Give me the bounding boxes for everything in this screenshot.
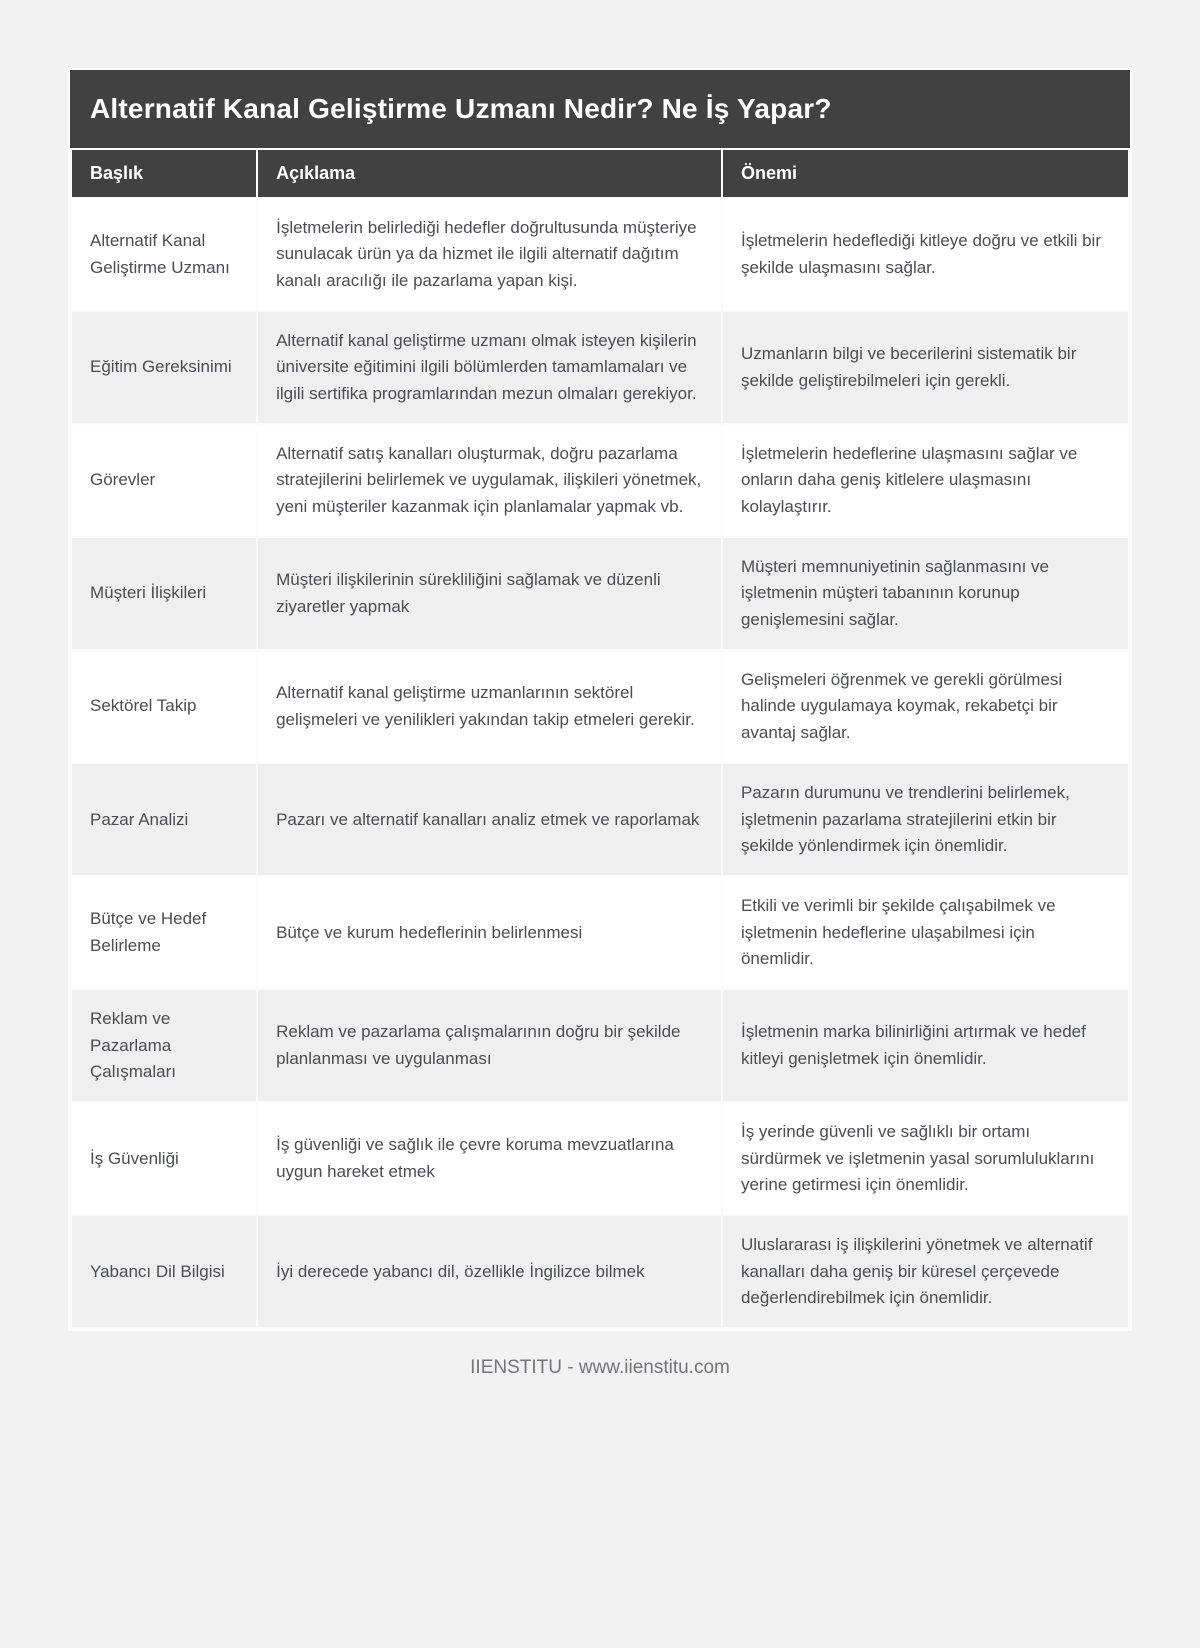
cell-onemi: Uzmanların bilgi ve becerilerini sistematik bir şekilde geliştirebilmeleri için gerekli. bbox=[723, 312, 1128, 423]
table-row bbox=[72, 1216, 1128, 1327]
cell-aciklama: Alternatif kanal geliştirme uzmanlarının sektörel gelişmeleri ve yenilikleri yakından takip etmeleri gerekir. bbox=[258, 651, 721, 762]
cell-baslik: Görevler bbox=[72, 425, 256, 536]
cell-aciklama: Müşteri ilişkilerinin sürekliliğini sağlamak ve düzenli ziyaretler yapmak bbox=[258, 538, 721, 649]
table-row bbox=[72, 538, 1128, 649]
cell-onemi: İşletmenin marka bilinirliğini artırmak ve hedef kitleyi genişletmek için önemlidir. bbox=[723, 990, 1128, 1101]
cell-baslik: Pazar Analizi bbox=[72, 764, 256, 875]
column-header-baslik: Başlık bbox=[72, 150, 256, 197]
table-row bbox=[72, 877, 1128, 988]
column-header-onemi: Önemi bbox=[723, 150, 1128, 197]
page-title: Alternatif Kanal Geliştirme Uzmanı Nedir? Ne İş Yapar? bbox=[70, 70, 1130, 148]
table-row bbox=[72, 1103, 1128, 1214]
spec-table bbox=[70, 148, 1130, 1329]
cell-onemi: İşletmelerin hedeflerine ulaşmasını sağlar ve onların daha geniş kitlelere ulaşmasını kolaylaştırır. bbox=[723, 425, 1128, 536]
cell-aciklama: İyi derecede yabancı dil, özellikle İngilizce bilmek bbox=[258, 1216, 721, 1327]
article-card bbox=[68, 68, 1132, 1331]
cell-baslik: Sektörel Takip bbox=[72, 651, 256, 762]
cell-onemi: Pazarın durumunu ve trendlerini belirlemek, işletmenin pazarlama stratejilerini etkin bir şekilde yönlendirmek için önemlidir. bbox=[723, 764, 1128, 875]
cell-onemi: Müşteri memnuniyetinin sağlanmasını ve işletmenin müşteri tabanının korunup genişlemesini sağlar. bbox=[723, 538, 1128, 649]
cell-baslik: Reklam ve Pazarlama Çalışmaları bbox=[72, 990, 256, 1101]
cell-aciklama: Reklam ve pazarlama çalışmalarının doğru bir şekilde planlanması ve uygulanması bbox=[258, 990, 721, 1101]
cell-baslik: Müşteri İlişkileri bbox=[72, 538, 256, 649]
cell-aciklama: Alternatif satış kanalları oluşturmak, doğru pazarlama stratejilerini belirlemek ve uygulamak, ilişkileri yönetmek, yeni müşteriler kazanmak için planlamalar yapmak vb. bbox=[258, 425, 721, 536]
cell-baslik: Eğitim Gereksinimi bbox=[72, 312, 256, 423]
cell-onemi: İşletmelerin hedeflediği kitleye doğru ve etkili bir şekilde ulaşmasını sağlar. bbox=[723, 199, 1128, 310]
cell-onemi: Uluslararası iş ilişkilerini yönetmek ve alternatif kanalları daha geniş bir küresel çerçevede değerlendirebilmek için önemlidir. bbox=[723, 1216, 1128, 1327]
table-row bbox=[72, 651, 1128, 762]
cell-aciklama: Pazarı ve alternatif kanalları analiz etmek ve raporlamak bbox=[258, 764, 721, 875]
cell-aciklama: İş güvenliği ve sağlık ile çevre koruma mevzuatlarına uygun hareket etmek bbox=[258, 1103, 721, 1214]
table-row bbox=[72, 425, 1128, 536]
cell-baslik: İş Güvenliği bbox=[72, 1103, 256, 1214]
cell-onemi: Gelişmeleri öğrenmek ve gerekli görülmesi halinde uygulamaya koymak, rekabetçi bir avantaj sağlar. bbox=[723, 651, 1128, 762]
table-row bbox=[72, 199, 1128, 310]
cell-baslik: Alternatif Kanal Geliştirme Uzmanı bbox=[72, 199, 256, 310]
table-header-row bbox=[72, 150, 1128, 197]
cell-baslik: Bütçe ve Hedef Belirleme bbox=[72, 877, 256, 988]
table-row bbox=[72, 312, 1128, 423]
cell-onemi: Etkili ve verimli bir şekilde çalışabilmek ve işletmenin hedeflerine ulaşabilmesi için önemlidir. bbox=[723, 877, 1128, 988]
cell-aciklama: Bütçe ve kurum hedeflerinin belirlenmesi bbox=[258, 877, 721, 988]
table-row bbox=[72, 764, 1128, 875]
column-header-aciklama: Açıklama bbox=[258, 150, 721, 197]
cell-aciklama: İşletmelerin belirlediği hedefler doğrultusunda müşteriye sunulacak ürün ya da hizmet ile ilgili alternatif dağıtım kanalı aracılığı ile pazarlama yapan kişi. bbox=[258, 199, 721, 310]
cell-onemi: İş yerinde güvenli ve sağlıklı bir ortamı sürdürmek ve işletmenin yasal sorumluluklarını yerine getirmesi için önemlidir. bbox=[723, 1103, 1128, 1214]
footer-credit: IIENSTITU - www.iienstitu.com bbox=[470, 1357, 730, 1379]
cell-baslik: Yabancı Dil Bilgisi bbox=[72, 1216, 256, 1327]
table-row bbox=[72, 990, 1128, 1101]
cell-aciklama: Alternatif kanal geliştirme uzmanı olmak isteyen kişilerin üniversite eğitimini ilgili bölümlerden tamamlamaları ve ilgili sertifika programlarından mezun olmaları gerekiyor. bbox=[258, 312, 721, 423]
